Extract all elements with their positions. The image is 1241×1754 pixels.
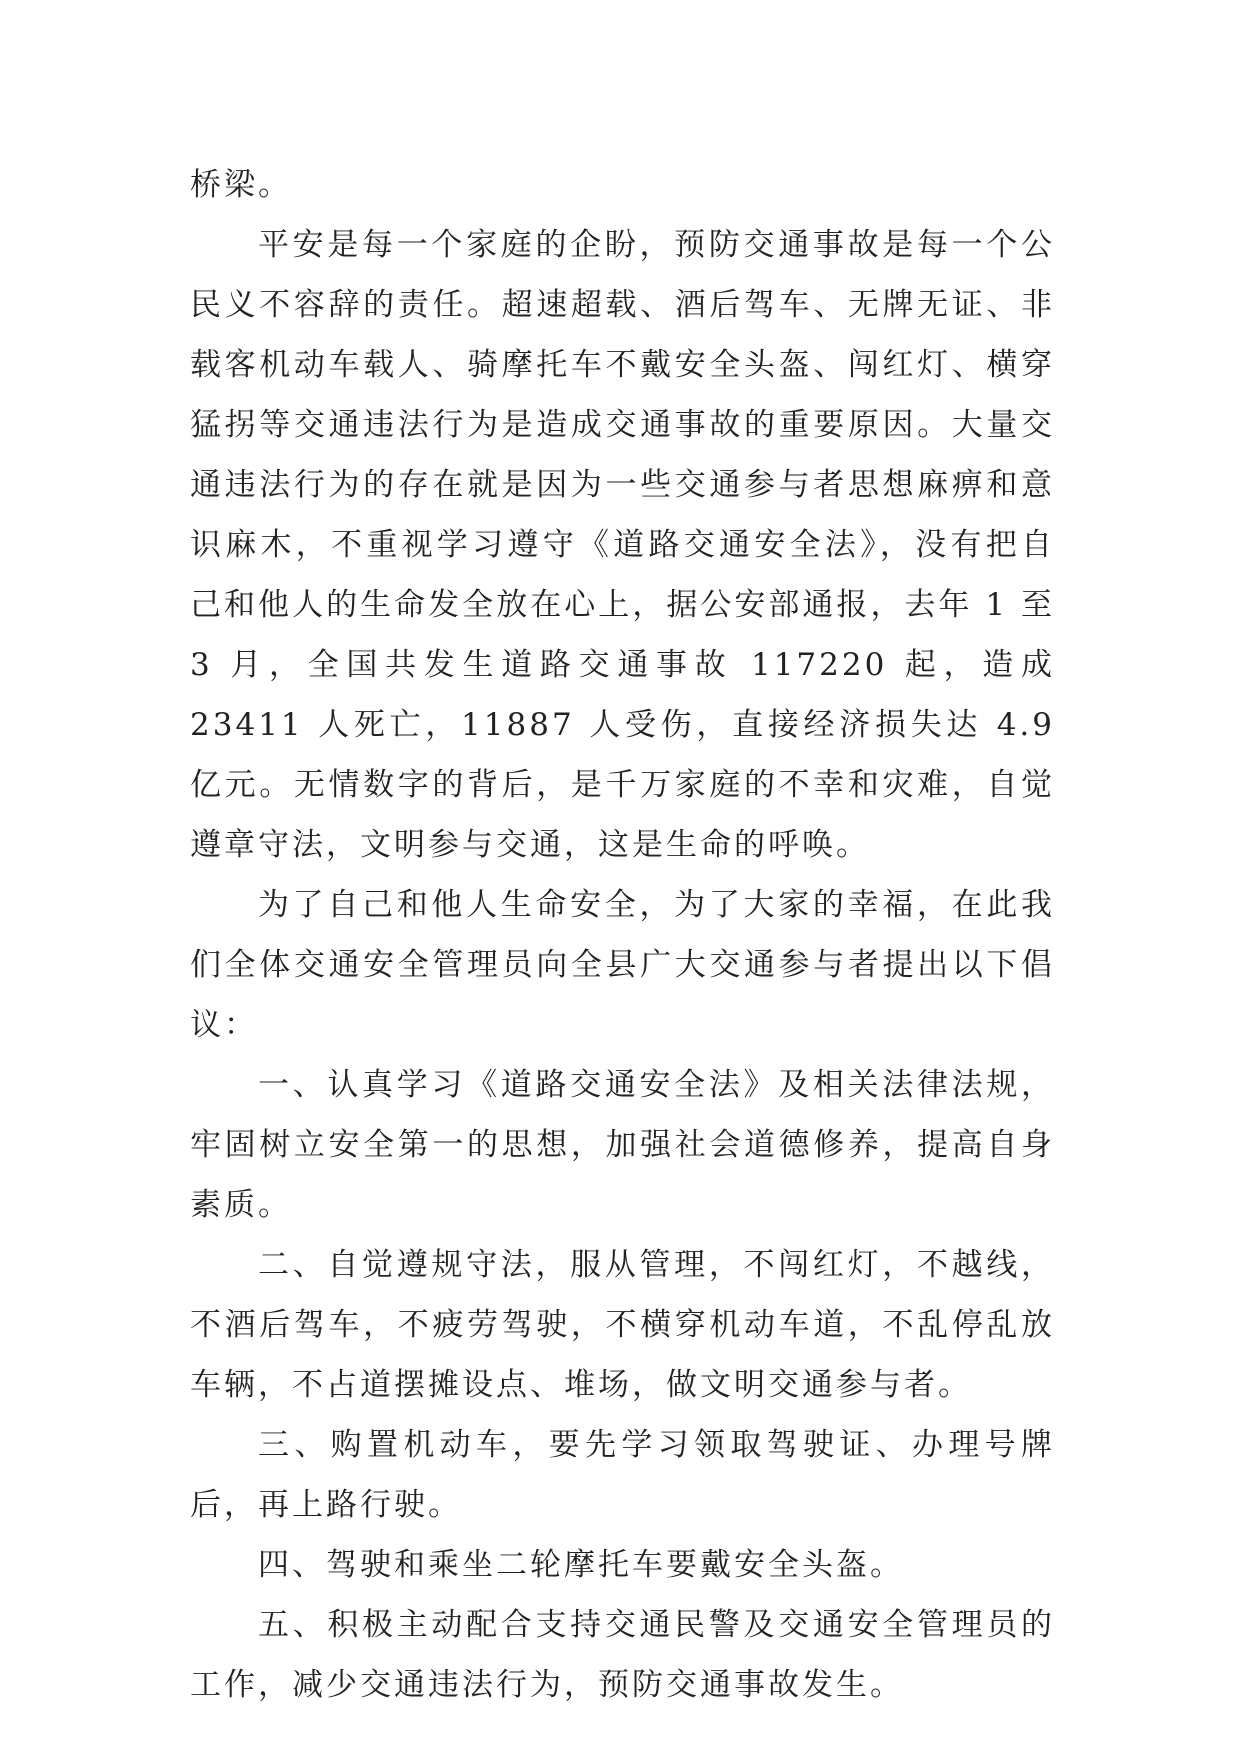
paragraph-item-3: 三、购置机动车，要先学习领取驾驶证、办理号牌后，再上路行驶。 (190, 1427, 1055, 1523)
document-body (190, 155, 1055, 1715)
paragraph-safety-responsibility: 平安是每一个家庭的企盼，预防交通事故是每一个公民义不容辞的责任。超速超载、酒后驾车、无牌无证、非载客机动车载人、骑摩托车不戴安全头盔、闯红灯、横穿猛拐等交通违法行为是造成交通事故的重要原因。大量交通违法行为的存在就是因为一些交通参与者思想麻痹和意识麻木，不重视学习遵守《道路交通安全法》，没有把自己和他人的生命发全放在心上，据公安部通报，去年 1 至 3 月，全国共发生道路交通事故 117220 起，造成 23411 人死亡，11887 人受伤，直接经济损失达 4.9 亿元。无情数字的背后，是千万家庭的不幸和灾难，自觉遵章守法，文明参与交通，这是生命的呼唤。 (190, 227, 1055, 863)
paragraph-item-1: 一、认真学习《道路交通安全法》及相关法律法规，牢固树立安全第一的思想，加强社会道德修养，提高自身素质。 (190, 1067, 1055, 1223)
paragraph-initiative-intro: 为了自己和他人生命安全，为了大家的幸福，在此我们全体交通安全管理员向全县广大交通参与者提出以下倡议： (190, 887, 1055, 1043)
paragraph-continuation: 桥梁。 (190, 167, 292, 203)
paragraph-item-4: 四、驾驶和乘坐二轮摩托车要戴安全头盔。 (258, 1547, 904, 1583)
paragraph-item-5: 五、积极主动配合支持交通民警及交通安全管理员的工作，减少交通违法行为，预防交通事故发生。 (190, 1607, 1055, 1703)
paragraph-item-2: 二、自觉遵规守法，服从管理，不闯红灯，不越线，不酒后驾车，不疲劳驾驶，不横穿机动车道，不乱停乱放车辆，不占道摆摊设点、堆场，做文明交通参与者。 (190, 1247, 1055, 1403)
